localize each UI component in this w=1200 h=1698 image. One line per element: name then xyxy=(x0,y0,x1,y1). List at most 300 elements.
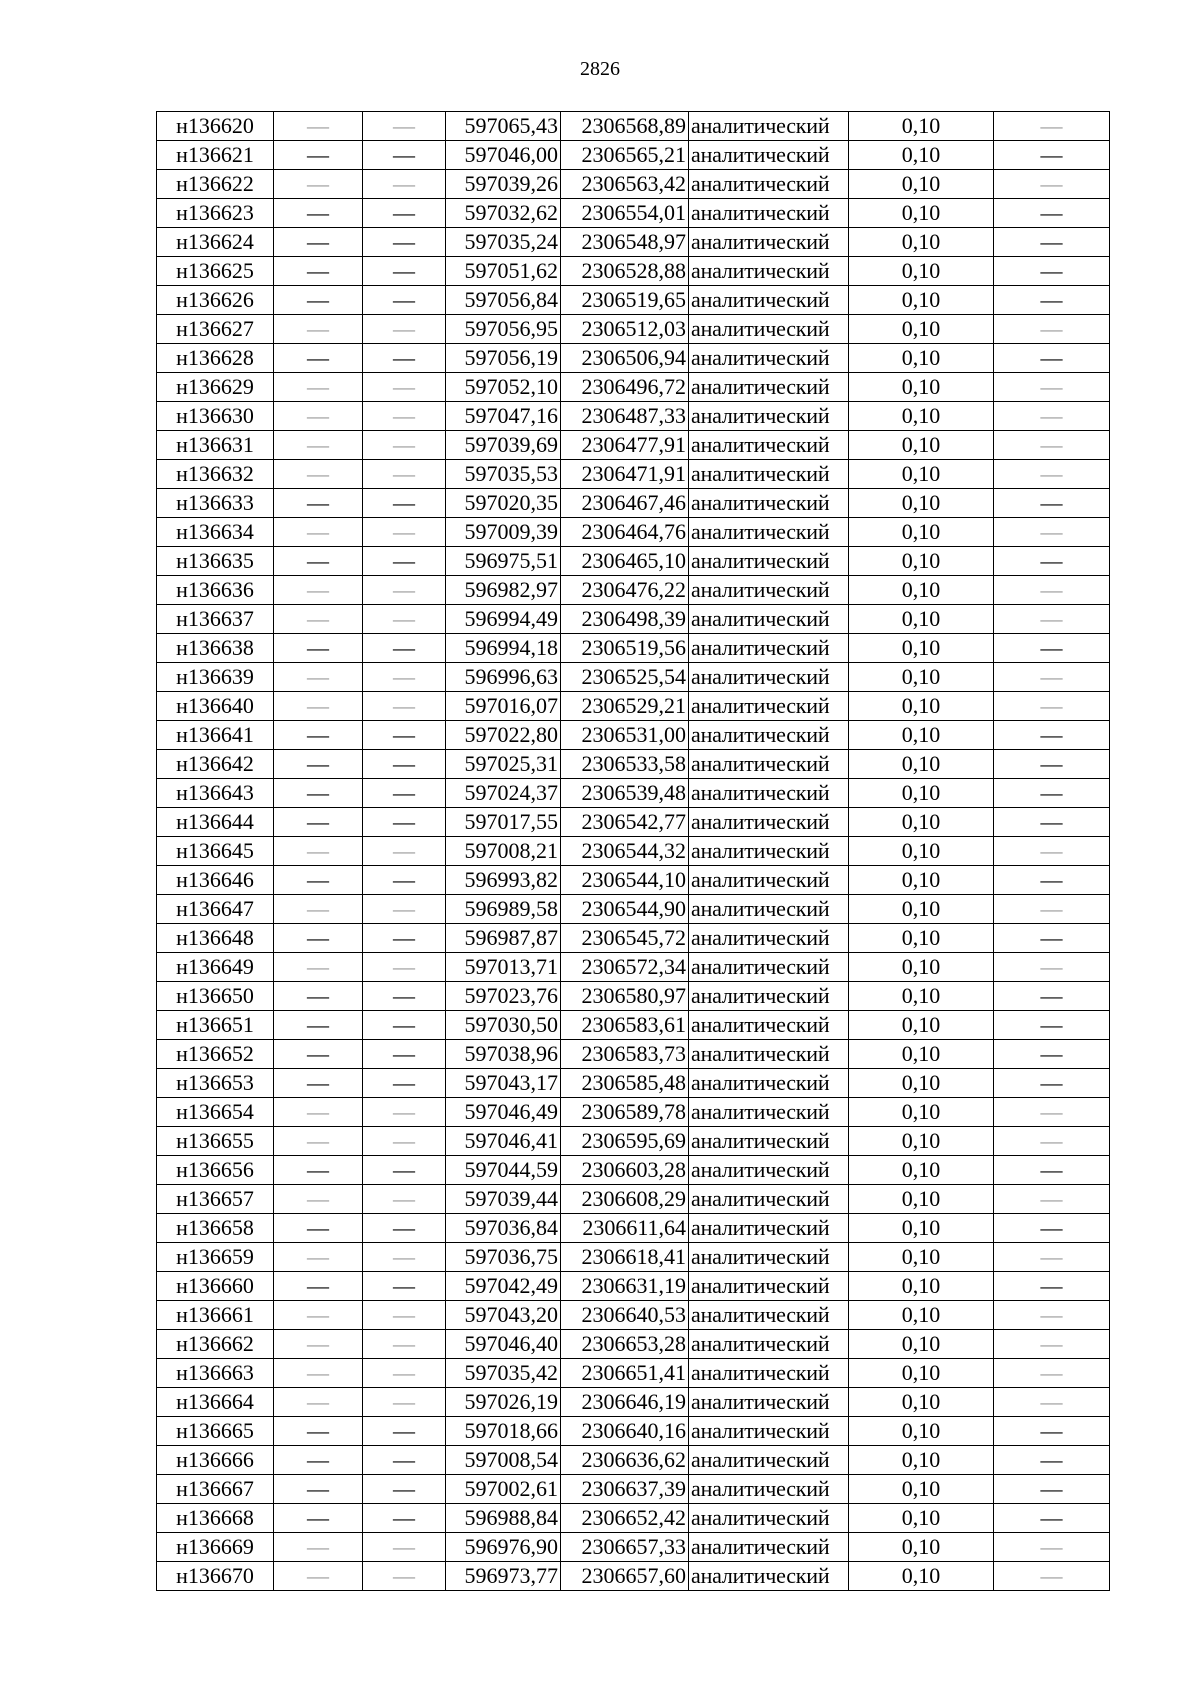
accuracy-cell: 0,10 xyxy=(849,866,994,895)
empty-x-cell: — xyxy=(274,808,363,837)
empty-y-cell: — xyxy=(363,953,446,982)
accuracy-cell: 0,10 xyxy=(849,1069,994,1098)
empty-x-cell: — xyxy=(274,1533,363,1562)
method-cell: аналитический xyxy=(689,1330,849,1359)
table-row xyxy=(157,1185,1110,1214)
point-name-cell: н136651 xyxy=(157,1011,274,1040)
point-name-cell: н136662 xyxy=(157,1330,274,1359)
table-row xyxy=(157,576,1110,605)
y-coordinate-cell: 2306519,56 xyxy=(561,634,689,663)
empty-x-cell: — xyxy=(274,1504,363,1533)
x-coordinate-cell: 597039,26 xyxy=(446,170,561,199)
method-cell: аналитический xyxy=(689,895,849,924)
y-coordinate-cell: 2306496,72 xyxy=(561,373,689,402)
empty-y-cell: — xyxy=(363,199,446,228)
x-coordinate-cell: 596994,49 xyxy=(446,605,561,634)
x-coordinate-cell: 597035,42 xyxy=(446,1359,561,1388)
method-cell: аналитический xyxy=(689,518,849,547)
accuracy-cell: 0,10 xyxy=(849,1417,994,1446)
empty-y-cell: — xyxy=(363,866,446,895)
table-row xyxy=(157,1359,1110,1388)
table-row xyxy=(157,1330,1110,1359)
method-cell: аналитический xyxy=(689,634,849,663)
y-coordinate-cell: 2306651,41 xyxy=(561,1359,689,1388)
y-coordinate-cell: 2306580,97 xyxy=(561,982,689,1011)
empty-y-cell: — xyxy=(363,1243,446,1272)
table-row xyxy=(157,1156,1110,1185)
accuracy-cell: 0,10 xyxy=(849,460,994,489)
empty-description-cell: — xyxy=(994,257,1110,286)
empty-y-cell: — xyxy=(363,1214,446,1243)
table-row xyxy=(157,286,1110,315)
coordinates-table xyxy=(156,111,1110,1591)
y-coordinate-cell: 2306544,32 xyxy=(561,837,689,866)
empty-y-cell: — xyxy=(363,402,446,431)
empty-description-cell: — xyxy=(994,1243,1110,1272)
table-row xyxy=(157,1475,1110,1504)
table-row xyxy=(157,402,1110,431)
method-cell: аналитический xyxy=(689,1533,849,1562)
x-coordinate-cell: 597039,44 xyxy=(446,1185,561,1214)
method-cell: аналитический xyxy=(689,199,849,228)
table-row xyxy=(157,1243,1110,1272)
x-coordinate-cell: 596996,63 xyxy=(446,663,561,692)
accuracy-cell: 0,10 xyxy=(849,431,994,460)
empty-description-cell: — xyxy=(994,1301,1110,1330)
accuracy-cell: 0,10 xyxy=(849,982,994,1011)
empty-x-cell: — xyxy=(274,431,363,460)
empty-description-cell: — xyxy=(994,1446,1110,1475)
empty-x-cell: — xyxy=(274,1562,363,1591)
x-coordinate-cell: 597020,35 xyxy=(446,489,561,518)
point-name-cell: н136624 xyxy=(157,228,274,257)
method-cell: аналитический xyxy=(689,286,849,315)
empty-x-cell: — xyxy=(274,1069,363,1098)
point-name-cell: н136642 xyxy=(157,750,274,779)
y-coordinate-cell: 2306653,28 xyxy=(561,1330,689,1359)
point-name-cell: н136628 xyxy=(157,344,274,373)
x-coordinate-cell: 597022,80 xyxy=(446,721,561,750)
empty-x-cell: — xyxy=(274,344,363,373)
method-cell: аналитический xyxy=(689,1504,849,1533)
accuracy-cell: 0,10 xyxy=(849,1475,994,1504)
method-cell: аналитический xyxy=(689,257,849,286)
x-coordinate-cell: 597046,49 xyxy=(446,1098,561,1127)
point-name-cell: н136663 xyxy=(157,1359,274,1388)
y-coordinate-cell: 2306477,91 xyxy=(561,431,689,460)
empty-y-cell: — xyxy=(363,1533,446,1562)
table-row xyxy=(157,228,1110,257)
y-coordinate-cell: 2306585,48 xyxy=(561,1069,689,1098)
empty-y-cell: — xyxy=(363,547,446,576)
point-name-cell: н136668 xyxy=(157,1504,274,1533)
empty-y-cell: — xyxy=(363,1272,446,1301)
method-cell: аналитический xyxy=(689,1098,849,1127)
table-row xyxy=(157,170,1110,199)
empty-y-cell: — xyxy=(363,663,446,692)
table-row xyxy=(157,112,1110,141)
table-row xyxy=(157,866,1110,895)
point-name-cell: н136654 xyxy=(157,1098,274,1127)
empty-x-cell: — xyxy=(274,1040,363,1069)
empty-x-cell: — xyxy=(274,692,363,721)
accuracy-cell: 0,10 xyxy=(849,924,994,953)
table-row xyxy=(157,982,1110,1011)
x-coordinate-cell: 596987,87 xyxy=(446,924,561,953)
y-coordinate-cell: 2306572,34 xyxy=(561,953,689,982)
table-row xyxy=(157,1214,1110,1243)
y-coordinate-cell: 2306465,10 xyxy=(561,547,689,576)
empty-x-cell: — xyxy=(274,866,363,895)
table-row xyxy=(157,199,1110,228)
y-coordinate-cell: 2306640,53 xyxy=(561,1301,689,1330)
method-cell: аналитический xyxy=(689,112,849,141)
y-coordinate-cell: 2306533,58 xyxy=(561,750,689,779)
method-cell: аналитический xyxy=(689,1359,849,1388)
accuracy-cell: 0,10 xyxy=(849,199,994,228)
empty-y-cell: — xyxy=(363,1388,446,1417)
empty-description-cell: — xyxy=(994,605,1110,634)
table-row xyxy=(157,141,1110,170)
empty-y-cell: — xyxy=(363,895,446,924)
accuracy-cell: 0,10 xyxy=(849,663,994,692)
empty-y-cell: — xyxy=(363,837,446,866)
x-coordinate-cell: 597025,31 xyxy=(446,750,561,779)
empty-description-cell: — xyxy=(994,1011,1110,1040)
point-name-cell: н136636 xyxy=(157,576,274,605)
accuracy-cell: 0,10 xyxy=(849,170,994,199)
accuracy-cell: 0,10 xyxy=(849,1127,994,1156)
empty-description-cell: — xyxy=(994,199,1110,228)
x-coordinate-cell: 597009,39 xyxy=(446,518,561,547)
point-name-cell: н136641 xyxy=(157,721,274,750)
method-cell: аналитический xyxy=(689,344,849,373)
table-row xyxy=(157,1417,1110,1446)
table-row xyxy=(157,692,1110,721)
y-coordinate-cell: 2306531,00 xyxy=(561,721,689,750)
empty-x-cell: — xyxy=(274,460,363,489)
empty-description-cell: — xyxy=(994,808,1110,837)
point-name-cell: н136631 xyxy=(157,431,274,460)
x-coordinate-cell: 597002,61 xyxy=(446,1475,561,1504)
accuracy-cell: 0,10 xyxy=(849,141,994,170)
y-coordinate-cell: 2306487,33 xyxy=(561,402,689,431)
x-coordinate-cell: 596989,58 xyxy=(446,895,561,924)
method-cell: аналитический xyxy=(689,1475,849,1504)
y-coordinate-cell: 2306652,42 xyxy=(561,1504,689,1533)
empty-description-cell: — xyxy=(994,692,1110,721)
empty-y-cell: — xyxy=(363,286,446,315)
empty-x-cell: — xyxy=(274,1156,363,1185)
y-coordinate-cell: 2306512,03 xyxy=(561,315,689,344)
method-cell: аналитический xyxy=(689,1069,849,1098)
method-cell: аналитический xyxy=(689,1243,849,1272)
x-coordinate-cell: 597035,24 xyxy=(446,228,561,257)
empty-y-cell: — xyxy=(363,1475,446,1504)
x-coordinate-cell: 596973,77 xyxy=(446,1562,561,1591)
empty-y-cell: — xyxy=(363,489,446,518)
table-row xyxy=(157,1562,1110,1591)
point-name-cell: н136622 xyxy=(157,170,274,199)
point-name-cell: н136652 xyxy=(157,1040,274,1069)
point-name-cell: н136666 xyxy=(157,1446,274,1475)
method-cell: аналитический xyxy=(689,1417,849,1446)
y-coordinate-cell: 2306646,19 xyxy=(561,1388,689,1417)
x-coordinate-cell: 597016,07 xyxy=(446,692,561,721)
y-coordinate-cell: 2306563,42 xyxy=(561,170,689,199)
empty-description-cell: — xyxy=(994,634,1110,663)
method-cell: аналитический xyxy=(689,1214,849,1243)
empty-description-cell: — xyxy=(994,779,1110,808)
table-row xyxy=(157,373,1110,402)
y-coordinate-cell: 2306464,76 xyxy=(561,518,689,547)
method-cell: аналитический xyxy=(689,431,849,460)
method-cell: аналитический xyxy=(689,953,849,982)
accuracy-cell: 0,10 xyxy=(849,721,994,750)
empty-x-cell: — xyxy=(274,286,363,315)
accuracy-cell: 0,10 xyxy=(849,895,994,924)
x-coordinate-cell: 597056,84 xyxy=(446,286,561,315)
method-cell: аналитический xyxy=(689,1272,849,1301)
point-name-cell: н136629 xyxy=(157,373,274,402)
y-coordinate-cell: 2306542,77 xyxy=(561,808,689,837)
empty-y-cell: — xyxy=(363,779,446,808)
table-row xyxy=(157,431,1110,460)
empty-y-cell: — xyxy=(363,112,446,141)
x-coordinate-cell: 597056,19 xyxy=(446,344,561,373)
accuracy-cell: 0,10 xyxy=(849,286,994,315)
x-coordinate-cell: 597051,62 xyxy=(446,257,561,286)
empty-x-cell: — xyxy=(274,779,363,808)
point-name-cell: н136640 xyxy=(157,692,274,721)
empty-x-cell: — xyxy=(274,489,363,518)
table-row xyxy=(157,257,1110,286)
empty-y-cell: — xyxy=(363,605,446,634)
method-cell: аналитический xyxy=(689,663,849,692)
method-cell: аналитический xyxy=(689,1127,849,1156)
empty-description-cell: — xyxy=(994,170,1110,199)
x-coordinate-cell: 596994,18 xyxy=(446,634,561,663)
table-row xyxy=(157,460,1110,489)
table-row xyxy=(157,1533,1110,1562)
empty-description-cell: — xyxy=(994,750,1110,779)
empty-y-cell: — xyxy=(363,460,446,489)
table-row xyxy=(157,953,1110,982)
x-coordinate-cell: 597039,69 xyxy=(446,431,561,460)
empty-y-cell: — xyxy=(363,228,446,257)
empty-x-cell: — xyxy=(274,953,363,982)
empty-y-cell: — xyxy=(363,344,446,373)
table-body xyxy=(157,112,1110,1591)
table-row xyxy=(157,634,1110,663)
table-row xyxy=(157,924,1110,953)
table-row xyxy=(157,663,1110,692)
empty-x-cell: — xyxy=(274,924,363,953)
empty-y-cell: — xyxy=(363,518,446,547)
x-coordinate-cell: 597052,10 xyxy=(446,373,561,402)
method-cell: аналитический xyxy=(689,228,849,257)
empty-x-cell: — xyxy=(274,1388,363,1417)
empty-y-cell: — xyxy=(363,1330,446,1359)
empty-y-cell: — xyxy=(363,1156,446,1185)
method-cell: аналитический xyxy=(689,750,849,779)
x-coordinate-cell: 596988,84 xyxy=(446,1504,561,1533)
empty-description-cell: — xyxy=(994,1127,1110,1156)
method-cell: аналитический xyxy=(689,721,849,750)
method-cell: аналитический xyxy=(689,141,849,170)
y-coordinate-cell: 2306657,60 xyxy=(561,1562,689,1591)
empty-description-cell: — xyxy=(994,982,1110,1011)
empty-description-cell: — xyxy=(994,1098,1110,1127)
empty-y-cell: — xyxy=(363,315,446,344)
empty-x-cell: — xyxy=(274,1185,363,1214)
empty-x-cell: — xyxy=(274,141,363,170)
empty-x-cell: — xyxy=(274,576,363,605)
empty-x-cell: — xyxy=(274,837,363,866)
empty-description-cell: — xyxy=(994,1359,1110,1388)
empty-x-cell: — xyxy=(274,721,363,750)
point-name-cell: н136664 xyxy=(157,1388,274,1417)
empty-y-cell: — xyxy=(363,1417,446,1446)
empty-y-cell: — xyxy=(363,750,446,779)
x-coordinate-cell: 597018,66 xyxy=(446,1417,561,1446)
x-coordinate-cell: 597032,62 xyxy=(446,199,561,228)
accuracy-cell: 0,10 xyxy=(849,112,994,141)
empty-x-cell: — xyxy=(274,663,363,692)
accuracy-cell: 0,10 xyxy=(849,1504,994,1533)
accuracy-cell: 0,10 xyxy=(849,518,994,547)
accuracy-cell: 0,10 xyxy=(849,1388,994,1417)
empty-x-cell: — xyxy=(274,547,363,576)
x-coordinate-cell: 597013,71 xyxy=(446,953,561,982)
method-cell: аналитический xyxy=(689,1185,849,1214)
table-row xyxy=(157,1388,1110,1417)
method-cell: аналитический xyxy=(689,373,849,402)
point-name-cell: н136653 xyxy=(157,1069,274,1098)
method-cell: аналитический xyxy=(689,692,849,721)
empty-x-cell: — xyxy=(274,750,363,779)
empty-y-cell: — xyxy=(363,1446,446,1475)
point-name-cell: н136645 xyxy=(157,837,274,866)
table-row xyxy=(157,315,1110,344)
point-name-cell: н136665 xyxy=(157,1417,274,1446)
x-coordinate-cell: 597008,54 xyxy=(446,1446,561,1475)
x-coordinate-cell: 597043,17 xyxy=(446,1069,561,1098)
accuracy-cell: 0,10 xyxy=(849,1185,994,1214)
table-row xyxy=(157,1069,1110,1098)
method-cell: аналитический xyxy=(689,170,849,199)
y-coordinate-cell: 2306595,69 xyxy=(561,1127,689,1156)
empty-x-cell: — xyxy=(274,605,363,634)
table-row xyxy=(157,1301,1110,1330)
y-coordinate-cell: 2306568,89 xyxy=(561,112,689,141)
empty-x-cell: — xyxy=(274,1446,363,1475)
point-name-cell: н136648 xyxy=(157,924,274,953)
point-name-cell: н136644 xyxy=(157,808,274,837)
table-row xyxy=(157,1011,1110,1040)
accuracy-cell: 0,10 xyxy=(849,1272,994,1301)
method-cell: аналитический xyxy=(689,866,849,895)
empty-x-cell: — xyxy=(274,1214,363,1243)
empty-y-cell: — xyxy=(363,576,446,605)
empty-description-cell: — xyxy=(994,228,1110,257)
table-row xyxy=(157,605,1110,634)
method-cell: аналитический xyxy=(689,779,849,808)
y-coordinate-cell: 2306583,61 xyxy=(561,1011,689,1040)
accuracy-cell: 0,10 xyxy=(849,750,994,779)
empty-description-cell: — xyxy=(994,1388,1110,1417)
method-cell: аналитический xyxy=(689,1040,849,1069)
empty-description-cell: — xyxy=(994,1562,1110,1591)
y-coordinate-cell: 2306640,16 xyxy=(561,1417,689,1446)
accuracy-cell: 0,10 xyxy=(849,779,994,808)
x-coordinate-cell: 597042,49 xyxy=(446,1272,561,1301)
empty-y-cell: — xyxy=(363,170,446,199)
accuracy-cell: 0,10 xyxy=(849,228,994,257)
accuracy-cell: 0,10 xyxy=(849,373,994,402)
empty-x-cell: — xyxy=(274,895,363,924)
y-coordinate-cell: 2306589,78 xyxy=(561,1098,689,1127)
empty-y-cell: — xyxy=(363,692,446,721)
method-cell: аналитический xyxy=(689,489,849,518)
y-coordinate-cell: 2306583,73 xyxy=(561,1040,689,1069)
accuracy-cell: 0,10 xyxy=(849,344,994,373)
x-coordinate-cell: 597023,76 xyxy=(446,982,561,1011)
method-cell: аналитический xyxy=(689,808,849,837)
empty-y-cell: — xyxy=(363,373,446,402)
empty-y-cell: — xyxy=(363,982,446,1011)
y-coordinate-cell: 2306608,29 xyxy=(561,1185,689,1214)
table-row xyxy=(157,518,1110,547)
x-coordinate-cell: 597047,16 xyxy=(446,402,561,431)
point-name-cell: н136630 xyxy=(157,402,274,431)
table-row xyxy=(157,779,1110,808)
empty-x-cell: — xyxy=(274,228,363,257)
empty-y-cell: — xyxy=(363,1040,446,1069)
table-row xyxy=(157,1127,1110,1156)
point-name-cell: н136637 xyxy=(157,605,274,634)
method-cell: аналитический xyxy=(689,924,849,953)
y-coordinate-cell: 2306554,01 xyxy=(561,199,689,228)
empty-y-cell: — xyxy=(363,1098,446,1127)
method-cell: аналитический xyxy=(689,1156,849,1185)
y-coordinate-cell: 2306548,97 xyxy=(561,228,689,257)
empty-description-cell: — xyxy=(994,1272,1110,1301)
point-name-cell: н136661 xyxy=(157,1301,274,1330)
accuracy-cell: 0,10 xyxy=(849,547,994,576)
point-name-cell: н136650 xyxy=(157,982,274,1011)
empty-x-cell: — xyxy=(274,1011,363,1040)
accuracy-cell: 0,10 xyxy=(849,1098,994,1127)
y-coordinate-cell: 2306657,33 xyxy=(561,1533,689,1562)
empty-y-cell: — xyxy=(363,721,446,750)
empty-description-cell: — xyxy=(994,663,1110,692)
method-cell: аналитический xyxy=(689,402,849,431)
empty-x-cell: — xyxy=(274,1098,363,1127)
accuracy-cell: 0,10 xyxy=(849,1446,994,1475)
x-coordinate-cell: 597046,00 xyxy=(446,141,561,170)
empty-x-cell: — xyxy=(274,402,363,431)
table-row xyxy=(157,750,1110,779)
method-cell: аналитический xyxy=(689,547,849,576)
empty-y-cell: — xyxy=(363,257,446,286)
empty-description-cell: — xyxy=(994,518,1110,547)
accuracy-cell: 0,10 xyxy=(849,576,994,605)
empty-y-cell: — xyxy=(363,1504,446,1533)
accuracy-cell: 0,10 xyxy=(849,692,994,721)
table-row xyxy=(157,344,1110,373)
empty-y-cell: — xyxy=(363,1562,446,1591)
